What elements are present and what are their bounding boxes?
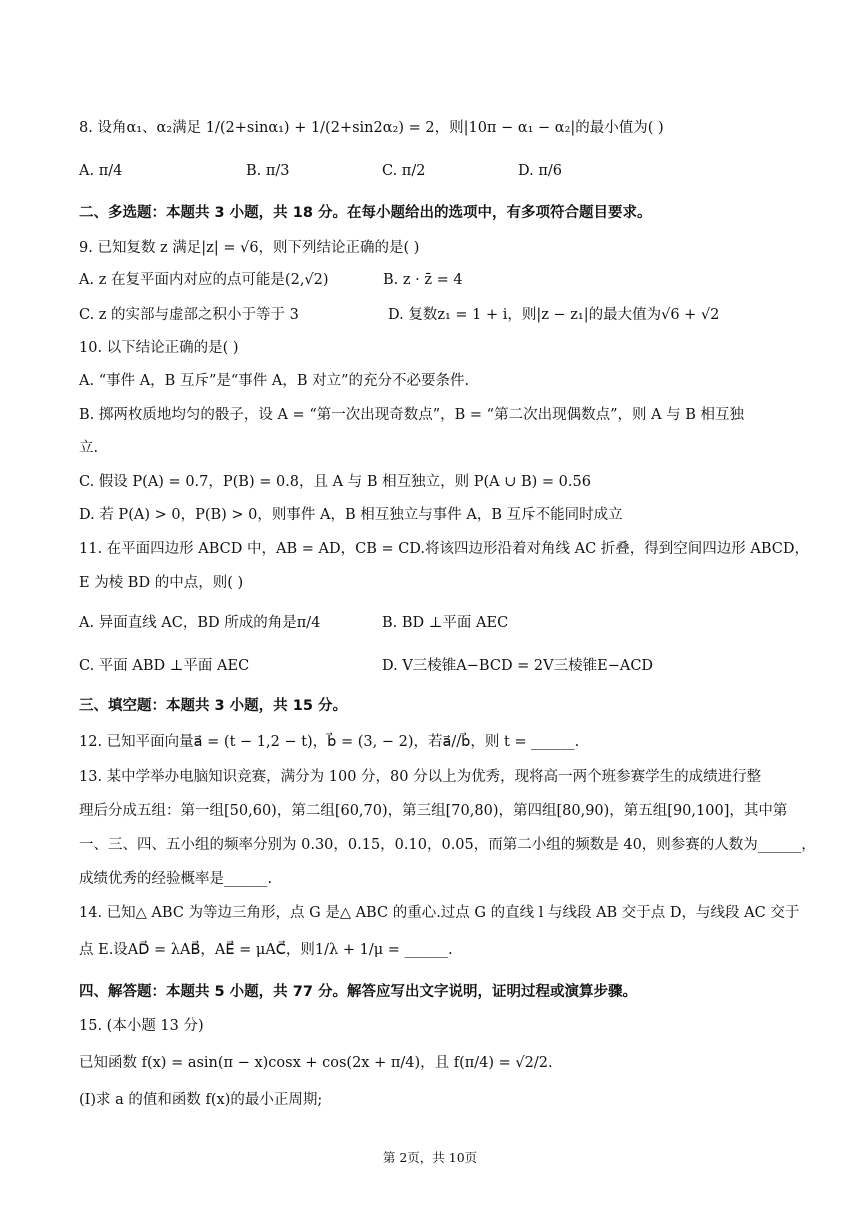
q11-option-c: C. 平面 ABD ⊥平面 AEC (79, 658, 250, 674)
q10-option-b-line2: 立. (79, 440, 99, 456)
q8-option-c: C. π/2 (382, 163, 426, 179)
q12-stem: 12. 已知平面向量a⃗ = (t − 1,2 − t)，b⃗ = (3, − 2)，若a⃗//b⃗，则 t = ______. (79, 734, 580, 750)
q10-stem: 10. 以下结论正确的是( ) (79, 340, 239, 356)
q11-stem-line2: E 为棱 BD 的中点，则( ) (79, 575, 244, 591)
q8-option-b: B. π/3 (246, 163, 290, 179)
q13-line4: 成绩优秀的经验概率是______. (79, 871, 273, 887)
section-answer-heading: 四、解答题：本题共 5 小题，共 77 分。解答应写出文字说明，证明过程或演算步骤。 (79, 984, 637, 1000)
q9-option-d: D. 复数z₁ = 1 + i，则|z − z₁|的最大值为√6 + √2 (388, 307, 720, 323)
section-multiple-choice-heading: 二、多选题：本题共 3 小题，共 18 分。在每小题给出的选项中，有多项符合题目要求。 (79, 205, 652, 221)
q13-line1: 13. 某中学举办电脑知识竞赛，满分为 100 分，80 分以上为优秀，现将高一两个班参赛学生的成绩进行整 (79, 769, 762, 785)
q15-stem: 已知函数 f(x) = asin(π − x)cosx + cos(2x + π/4)，且 f(π/4) = √2/2. (79, 1055, 553, 1071)
q9-stem: 9. 已知复数 z 满足|z| = √6，则下列结论正确的是( ) (79, 240, 420, 256)
page-footer: 第 2页，共 10页 (382, 1150, 478, 1165)
q8-stem: 8. 设角α₁、α₂满足 1/(2+sinα₁) + 1/(2+sin2α₂) = 2，则|10π − α₁ − α₂|的最小值为( ) (79, 120, 664, 136)
q8-option-d: D. π/6 (518, 163, 562, 179)
q10-option-b-line1: B. 掷两枚质地均匀的骰子，设 A = “第一次出现奇数点”，B = “第二次出现偶数点”，则 A 与 B 相互独 (79, 407, 745, 423)
q15-part1: (Ⅰ)求 a 的值和函数 f(x)的最小正周期; (79, 1092, 323, 1108)
q11-stem-line1: 11. 在平面四边形 ABCD 中，AB = AD，CB = CD.将该四边形沿着对角线 AC 折叠，得到空间四边形 ABCD， (79, 541, 810, 557)
q15-title: 15. (本小题 13 分) (79, 1018, 204, 1034)
q10-option-c: C. 假设 P(A) = 0.7，P(B) = 0.8，且 A 与 B 相互独立，则 P(A ∪ B) = 0.56 (79, 474, 591, 490)
q8-option-a: A. π/4 (79, 163, 123, 179)
q14-line2: 点 E.设AD⃗ = λAB⃗，AE⃗ = μAC⃗，则1/λ + 1/μ = ______. (79, 942, 453, 958)
q13-line2: 理后分成五组：第一组[50,60)，第二组[60,70)，第三组[70,80)，第四组[80,90)，第五组[90,100]，其中第 (79, 803, 788, 819)
q10-option-d: D. 若 P(A) > 0，P(B) > 0，则事件 A，B 相互独立与事件 A，B 互斥不能同时成立 (79, 507, 623, 523)
q9-option-c: C. z 的实部与虚部之积小于等于 3 (79, 307, 299, 323)
q11-option-a: A. 异面直线 AC，BD 所成的角是π/4 (79, 615, 321, 631)
q11-option-d: D. V三棱锥A−BCD = 2V三棱锥E−ACD (382, 658, 654, 674)
q9-option-a: A. z 在复平面内对应的点可能是(2,√2) (79, 272, 329, 288)
q10-option-a: A. “事件 A，B 互斥”是“事件 A，B 对立”的充分不必要条件. (79, 373, 470, 389)
q11-option-b: B. BD ⊥平面 AEC (382, 615, 509, 631)
q9-option-b: B. z · z̄ = 4 (383, 272, 463, 288)
q13-line3: 一、三、四、五小组的频率分别为 0.30，0.15，0.10，0.05，而第二小组的频数是 40，则参赛的人数为______， (79, 837, 816, 853)
q14-line1: 14. 已知△ ABC 为等边三角形，点 G 是△ ABC 的重心.过点 G 的直线 l 与线段 AB 交于点 D，与线段 AC 交于 (79, 905, 800, 921)
section-fill-in-heading: 三、填空题：本题共 3 小题，共 15 分。 (79, 698, 347, 714)
